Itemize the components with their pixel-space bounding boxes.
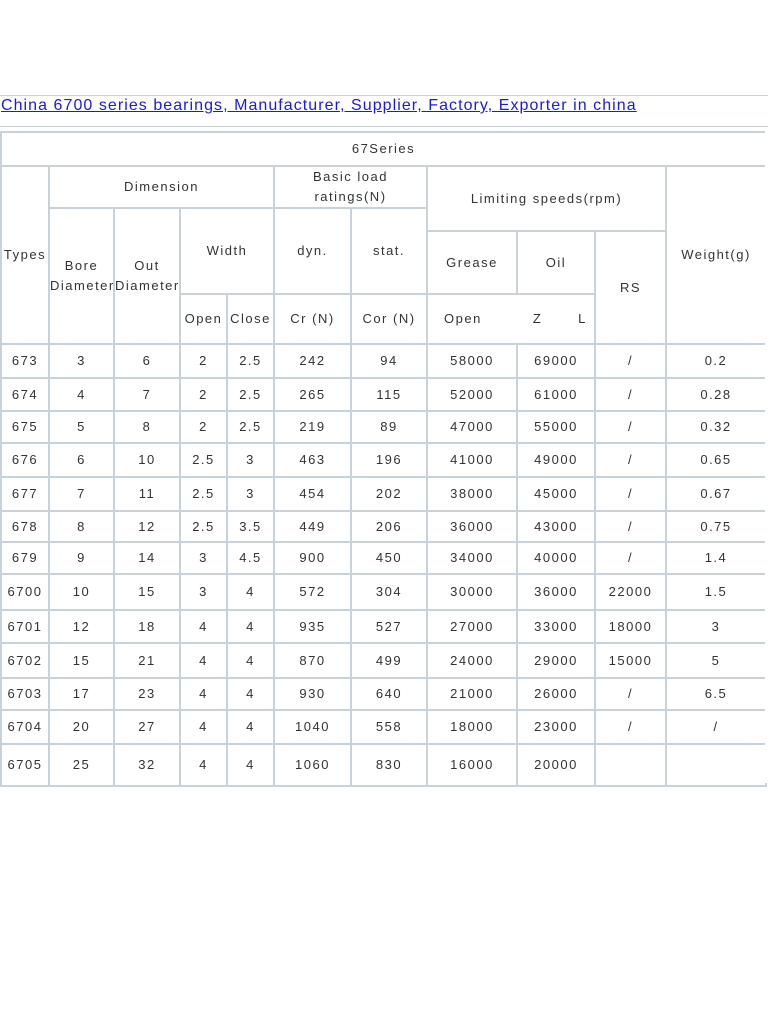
out-diameter-cell: 11 [114,477,180,511]
type-cell: 673 [1,344,49,378]
table-body [1,344,766,786]
bore-cell: 20 [49,710,114,744]
width-open-cell: 2.5 [180,443,227,477]
oil-speed-cell: 40000 [517,542,595,574]
cor-cell: 527 [351,610,427,643]
rs-speed-cell: 15000 [595,643,666,678]
cr-cell: 219 [274,411,351,443]
cor-cell: 202 [351,477,427,511]
cr-cell: 930 [274,678,351,710]
grease-speed-cell: 30000 [427,574,517,610]
table-row [1,643,766,678]
rs-speed-cell: / [595,477,666,511]
weight-cell: 3 [666,610,766,643]
cr-cell: 449 [274,511,351,542]
oil-speed-cell: 43000 [517,511,595,542]
width-open-cell: 2.5 [180,511,227,542]
width-open-cell: 4 [180,710,227,744]
bore-cell: 25 [49,744,114,786]
bore-cell: 9 [49,542,114,574]
type-cell: 6703 [1,678,49,710]
table-header [1,132,766,344]
cor-header: Cor (N) [351,294,427,344]
bearing-spec-table [0,131,767,787]
width-close-cell: 2.5 [227,378,274,411]
weight-cell: 0.28 [666,378,766,411]
type-cell: 675 [1,411,49,443]
grease-speed-cell: 38000 [427,477,517,511]
cr-cell: 454 [274,477,351,511]
oil-header: Oil [517,231,595,294]
cr-cell: 1040 [274,710,351,744]
cr-cell: 463 [274,443,351,477]
cor-cell: 499 [351,643,427,678]
width-close-cell: 2.5 [227,411,274,443]
grease-speed-cell: 58000 [427,344,517,378]
cor-cell: 115 [351,378,427,411]
width-open-cell: 2 [180,344,227,378]
type-cell: 6701 [1,610,49,643]
bore-cell: 3 [49,344,114,378]
cr-cell: 935 [274,610,351,643]
type-cell: 6702 [1,643,49,678]
width-close-cell: 4 [227,710,274,744]
cr-cell: 870 [274,643,351,678]
width-close-cell: 3 [227,477,274,511]
stat-header: stat. [351,208,427,294]
rs-speed-cell: / [595,344,666,378]
series-title: 67Series [1,132,766,166]
weight-cell: 6.5 [666,678,766,710]
table-row [1,678,766,710]
rs-speed-cell: / [595,511,666,542]
grease-speed-cell: 18000 [427,710,517,744]
table-row [1,344,766,378]
width-open-cell: 4 [180,643,227,678]
out-diameter-cell: 18 [114,610,180,643]
bore-cell: 12 [49,610,114,643]
table-row [1,411,766,443]
oil-speed-cell: 69000 [517,344,595,378]
rs-speed-cell: 18000 [595,610,666,643]
weight-cell: / [666,710,766,744]
title-divider [0,126,768,127]
bore-cell: 5 [49,411,114,443]
type-cell: 6700 [1,574,49,610]
oil-speed-cell: 29000 [517,643,595,678]
width-open-cell: 3 [180,542,227,574]
cr-cell: 242 [274,344,351,378]
width-close-cell: 4 [227,574,274,610]
bore-header: Bore Diameter [49,208,114,344]
width-close-cell: 3 [227,443,274,477]
width-close-cell: 2.5 [227,344,274,378]
oil-speed-cell: 36000 [517,574,595,610]
grease-speed-cell: 47000 [427,411,517,443]
cor-cell: 830 [351,744,427,786]
out-diameter-cell: 27 [114,710,180,744]
out-diameter-cell: 21 [114,643,180,678]
grease-speed-cell: 24000 [427,643,517,678]
weight-cell: 5 [666,643,766,678]
rs-speed-cell: / [595,411,666,443]
width-close-cell: 4 [227,744,274,786]
weight-cell: 1.5 [666,574,766,610]
rs-speed-cell: 22000 [595,574,666,610]
weight-cell: 0.2 [666,344,766,378]
grease-speed-cell: 52000 [427,378,517,411]
out-diameter-cell: 32 [114,744,180,786]
out-diameter-cell: 8 [114,411,180,443]
bore-cell: 15 [49,643,114,678]
width-close-cell: 4 [227,610,274,643]
grease-speed-cell: 34000 [427,542,517,574]
cor-cell: 94 [351,344,427,378]
oil-speed-cell: 49000 [517,443,595,477]
out-diameter-cell: 23 [114,678,180,710]
oil-speed-cell: 23000 [517,710,595,744]
type-cell: 677 [1,477,49,511]
rs-speed-cell: / [595,710,666,744]
width-open-cell: 4 [180,678,227,710]
table-row [1,477,766,511]
out-diameter-cell: 7 [114,378,180,411]
cor-cell: 450 [351,542,427,574]
width-close-cell: 4.5 [227,542,274,574]
type-cell: 679 [1,542,49,574]
out-diameter-cell: 6 [114,344,180,378]
type-cell: 676 [1,443,49,477]
cor-cell: 89 [351,411,427,443]
weight-cell: 0.65 [666,443,766,477]
grease-speed-cell: 41000 [427,443,517,477]
width-open-cell: 2.5 [180,477,227,511]
page-title-link[interactable]: China 6700 series bearings, Manufacturer, Supplier, Factory, Exporter in china [1,97,637,114]
types-header: Types [1,166,49,344]
type-cell: 6704 [1,710,49,744]
table-row [1,443,766,477]
oil-speed-cell: 45000 [517,477,595,511]
oil-speed-cell: 33000 [517,610,595,643]
basic-load-label: Basic load ratings(N) [313,169,388,204]
open-zl-header: Open Z L [427,294,595,344]
cor-cell: 304 [351,574,427,610]
table-row [1,542,766,574]
oil-speed-cell: 26000 [517,678,595,710]
dyn-header: dyn. [274,208,351,294]
bore-cell: 4 [49,378,114,411]
width-close-cell: 3.5 [227,511,274,542]
out-diameter-cell: 14 [114,542,180,574]
type-cell: 678 [1,511,49,542]
limiting-speeds-header: Limiting speeds(rpm) [427,166,666,231]
table-row [1,511,766,542]
weight-header: Weight(g) [666,166,766,344]
type-cell: 6705 [1,744,49,786]
bore-cell: 8 [49,511,114,542]
rs-header: RS [595,231,666,344]
table-row [1,378,766,411]
rs-speed-cell: / [595,678,666,710]
width-header: Width [180,208,274,294]
top-divider [0,95,768,96]
out-diameter-cell: 10 [114,443,180,477]
oil-speed-cell: 20000 [517,744,595,786]
grease-speed-cell: 27000 [427,610,517,643]
grease-header: Grease [427,231,517,294]
dimension-header: Dimension [49,166,274,208]
out-diameter-cell: 12 [114,511,180,542]
grease-speed-cell: 21000 [427,678,517,710]
cr-header: Cr (N) [274,294,351,344]
rs-speed-cell: / [595,542,666,574]
width-open-cell: 4 [180,744,227,786]
cr-cell: 1060 [274,744,351,786]
bore-cell: 7 [49,477,114,511]
width-open-cell: 4 [180,610,227,643]
weight-cell: 0.32 [666,411,766,443]
rs-speed-cell: / [595,443,666,477]
out-header: Out Diameter [114,208,180,344]
grease-speed-cell: 16000 [427,744,517,786]
width-open-cell: 3 [180,574,227,610]
table-row [1,610,766,643]
weight-cell: 1.4 [666,542,766,574]
width-close-header: Close [227,294,274,344]
oil-speed-cell: 61000 [517,378,595,411]
weight-cell: 0.75 [666,511,766,542]
weight-cell [666,744,766,786]
cr-cell: 572 [274,574,351,610]
cr-cell: 900 [274,542,351,574]
cor-cell: 196 [351,443,427,477]
rs-speed-cell: / [595,378,666,411]
out-diameter-cell: 15 [114,574,180,610]
width-close-cell: 4 [227,643,274,678]
width-open-header: Open [180,294,227,344]
width-open-cell: 2 [180,411,227,443]
cr-cell: 265 [274,378,351,411]
bore-cell: 6 [49,443,114,477]
type-cell: 674 [1,378,49,411]
table-row [1,574,766,610]
cor-cell: 206 [351,511,427,542]
cor-cell: 558 [351,710,427,744]
basic-load-header [274,166,427,208]
table-row [1,710,766,744]
oil-speed-cell: 55000 [517,411,595,443]
cor-cell: 640 [351,678,427,710]
grease-speed-cell: 36000 [427,511,517,542]
width-open-cell: 2 [180,378,227,411]
width-close-cell: 4 [227,678,274,710]
weight-cell: 0.67 [666,477,766,511]
table-row [1,744,766,786]
rs-speed-cell [595,744,666,786]
bore-cell: 17 [49,678,114,710]
bore-cell: 10 [49,574,114,610]
